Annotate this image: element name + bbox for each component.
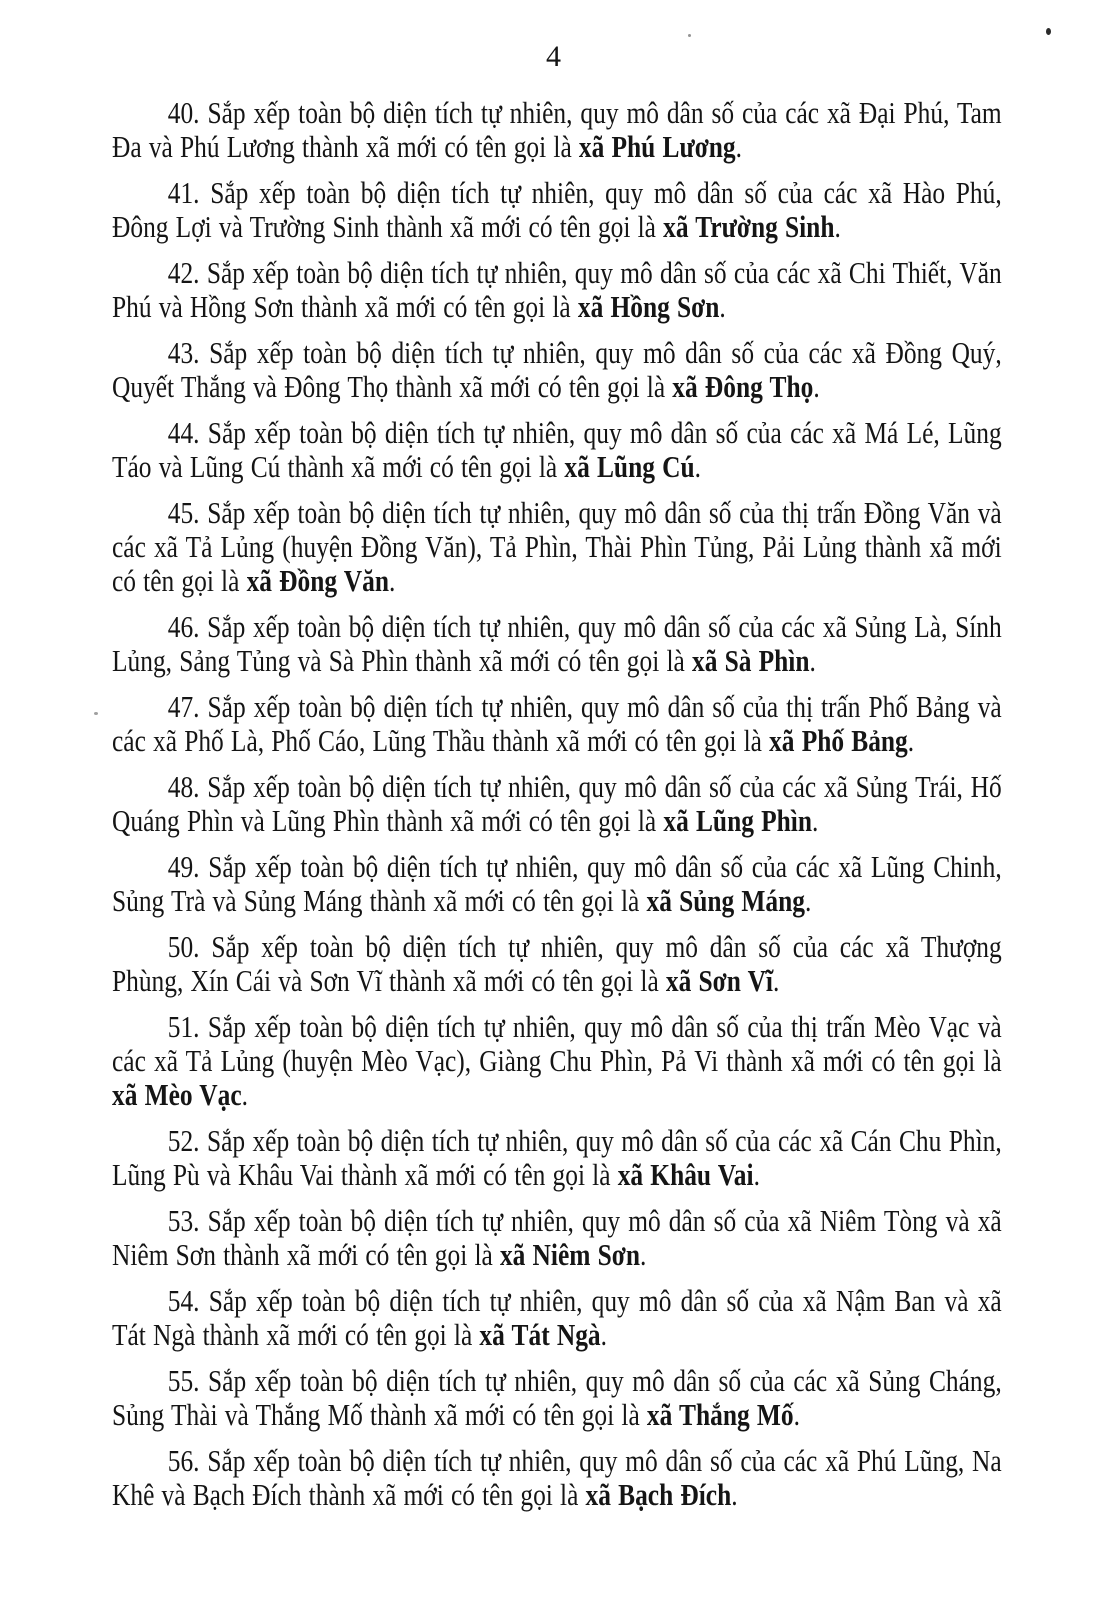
list-item — [112, 336, 1002, 404]
item-new-commune-name: xã Thắng Mố — [646, 1397, 794, 1432]
list-item — [112, 256, 1002, 324]
item-text: 51. Sắp xếp toàn bộ diện tích tự nhiên, quy mô dân số của thị trấn Mèo Vạc và các xã Tả Lủng (huyện Mèo Vạc), Giàng Chu Phìn, Pả Vi thành xã mới có tên gọi là — [112, 1009, 1002, 1078]
item-text: 56. Sắp xếp toàn bộ diện tích tự nhiên, quy mô dân số của các xã Phú Lũng, Na Khê và Bạch Đích thành xã mới có tên gọi là — [112, 1443, 1002, 1512]
list-item — [112, 1284, 1002, 1352]
list-item — [112, 770, 1002, 838]
item-new-commune-name: xã Phú Lương — [578, 129, 736, 164]
item-new-commune-name: xã Sà Phìn — [691, 643, 810, 678]
item-period: . — [772, 963, 780, 998]
item-text: 49. Sắp xếp toàn bộ diện tích tự nhiên, quy mô dân số của các xã Lũng Chinh, Sủng Trà và Sủng Máng thành xã mới có tên gọi là — [112, 849, 1002, 918]
item-period: . — [813, 369, 820, 404]
document-body — [112, 96, 1002, 1524]
item-text: 53. Sắp xếp toàn bộ diện tích tự nhiên, quy mô dân số của xã Niêm Tòng và xã Niêm Sơn thành xã mới có tên gọi là — [112, 1203, 1002, 1272]
item-period: . — [811, 803, 819, 838]
item-text: 43. Sắp xếp toàn bộ diện tích tự nhiên, quy mô dân số của các xã Đồng Quý, Quyết Thắng và Đông Thọ thành xã mới có tên gọi là — [112, 335, 1002, 404]
item-new-commune-name: xã Lũng Cú — [564, 449, 695, 484]
item-period: . — [804, 883, 812, 918]
page-number: 4 — [546, 40, 561, 73]
item-period: . — [907, 723, 915, 758]
list-item — [112, 176, 1002, 244]
item-new-commune-name: xã Hồng Sơn — [577, 289, 720, 324]
item-new-commune-name: xã Trường Sinh — [663, 209, 835, 244]
list-item — [112, 1124, 1002, 1192]
item-text: 42. Sắp xếp toàn bộ diện tích tự nhiên, quy mô dân số của các xã Chi Thiết, Văn Phú và Hồng Sơn thành xã mới có tên gọi là — [112, 255, 1002, 324]
list-item — [112, 1010, 1002, 1112]
item-period: . — [793, 1397, 800, 1432]
item-period: . — [753, 1157, 760, 1192]
list-item — [112, 1364, 1002, 1432]
scan-artifact-dot — [1046, 28, 1051, 35]
item-new-commune-name: xã Sủng Máng — [646, 883, 805, 918]
item-period: . — [834, 209, 841, 244]
list-item — [112, 610, 1002, 678]
item-period: . — [600, 1317, 607, 1352]
scan-artifact-dot — [94, 712, 98, 715]
list-item — [112, 416, 1002, 484]
list-item — [112, 1444, 1002, 1512]
item-period: . — [389, 563, 396, 598]
item-period: . — [639, 1237, 647, 1272]
item-new-commune-name: xã Tát Ngà — [479, 1317, 601, 1352]
item-new-commune-name: xã Đồng Văn — [246, 563, 390, 598]
item-period: . — [241, 1077, 249, 1112]
scan-artifact-dot — [688, 34, 691, 37]
item-text: 52. Sắp xếp toàn bộ diện tích tự nhiên, quy mô dân số của các xã Cán Chu Phìn, Lũng Pù và Khâu Vai thành xã mới có tên gọi là — [112, 1123, 1002, 1192]
item-new-commune-name: xã Phố Bảng — [769, 723, 908, 758]
item-text: 45. Sắp xếp toàn bộ diện tích tự nhiên, quy mô dân số của thị trấn Đồng Văn và các xã Tả Lủng (huyện Đồng Văn), Tả Phìn, Thài Phìn Tủng, Pải Lủng thành xã mới có tên gọi là — [112, 495, 1002, 598]
list-item — [112, 930, 1002, 998]
item-text: 44. Sắp xếp toàn bộ diện tích tự nhiên, quy mô dân số của các xã Má Lé, Lũng Táo và Lũng Cú thành xã mới có tên gọi là — [112, 415, 1002, 484]
item-text: 46. Sắp xếp toàn bộ diện tích tự nhiên, quy mô dân số của các xã Sủng Là, Sính Lủng, Sảng Tủng và Sà Phìn thành xã mới có tên gọi là — [112, 609, 1002, 678]
item-new-commune-name: xã Mèo Vạc — [112, 1077, 242, 1112]
item-new-commune-name: xã Khâu Vai — [617, 1157, 754, 1192]
list-item — [112, 96, 1002, 164]
list-item — [112, 850, 1002, 918]
item-text: 54. Sắp xếp toàn bộ diện tích tự nhiên, quy mô dân số của xã Nậm Ban và xã Tát Ngà thành xã mới có tên gọi là — [112, 1283, 1002, 1352]
item-period: . — [735, 129, 742, 164]
list-item — [112, 496, 1002, 598]
item-new-commune-name: xã Đông Thọ — [672, 369, 814, 404]
item-text: 48. Sắp xếp toàn bộ diện tích tự nhiên, quy mô dân số của các xã Sủng Trái, Hố Quáng Phìn và Lũng Phìn thành xã mới có tên gọi là — [112, 769, 1002, 838]
list-item — [112, 1204, 1002, 1272]
item-period: . — [809, 643, 816, 678]
item-new-commune-name: xã Sơn Vĩ — [665, 963, 773, 998]
item-new-commune-name: xã Niêm Sơn — [499, 1237, 640, 1272]
item-text: 55. Sắp xếp toàn bộ diện tích tự nhiên, quy mô dân số của các xã Sủng Cháng, Sủng Thài và Thắng Mố thành xã mới có tên gọi là — [112, 1363, 1002, 1432]
item-period: . — [719, 289, 726, 324]
item-period: . — [731, 1477, 738, 1512]
list-item — [112, 690, 1002, 758]
item-period: . — [694, 449, 701, 484]
item-text: 41. Sắp xếp toàn bộ diện tích tự nhiên, quy mô dân số của các xã Hào Phú, Đông Lợi và Trường Sinh thành xã mới có tên gọi là — [112, 175, 1002, 244]
item-text: 40. Sắp xếp toàn bộ diện tích tự nhiên, quy mô dân số của các xã Đại Phú, Tam Đa và Phú Lương thành xã mới có tên gọi là — [112, 95, 1002, 164]
item-new-commune-name: xã Bạch Đích — [585, 1477, 732, 1512]
item-text: 47. Sắp xếp toàn bộ diện tích tự nhiên, quy mô dân số của thị trấn Phố Bảng và các xã Phố Là, Phố Cáo, Lũng Thầu thành xã mới có tên gọi là — [112, 689, 1002, 758]
item-new-commune-name: xã Lũng Phìn — [663, 803, 812, 838]
item-text: 50. Sắp xếp toàn bộ diện tích tự nhiên, quy mô dân số của các xã Thượng Phùng, Xín Cái và Sơn Vĩ thành xã mới có tên gọi là — [112, 929, 1002, 998]
